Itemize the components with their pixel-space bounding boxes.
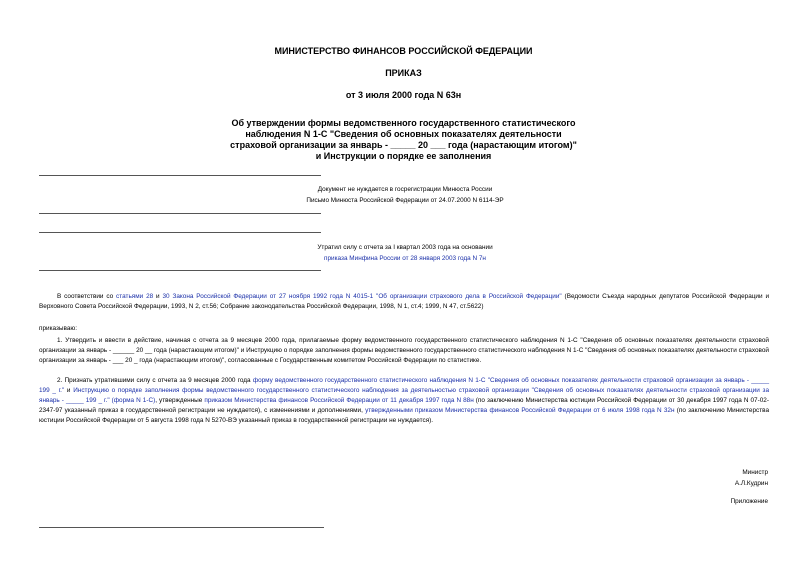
order-item-1: 1. Утвердить и ввести в действие, начиная с отчета за 9 месяцев 2000 года, прилагаемые форму ведомственного государственного статистического наблюдения N 1-С "Сведения об основных показателях деятельности страховой организации за январь - ______ 20 __ года (нарастающим итогом)" и Инструкцию о порядке заполнения формы ведомственного государственного статистического наблюдения N 1-С "Сведения об основных показателях деятельности страховой организации за январь - ___ 20 _ года (нарастающим итогом)", согласованные с Государственным комитетом Российской Федерации по статистике. [39,337,769,364]
order-word: приказываю: [39,325,77,332]
order-item-2 [39,376,769,426]
divider [39,175,321,176]
item2-text: (по заключению Министерства юстиции Российской Федерации от 5 августа 1998 года N 5270-ВЭ указанный приказ в государственной регистрации не нуждается). [39,407,769,424]
divider [39,270,321,271]
order-32n-link[interactable]: утвержденными приказом Министерства финансов Российской Федерации от 6 июля 1998 года N 32н [365,407,675,414]
preamble-text: (Ведомости Съезда народных депутатов Российской Федерации и Верховного Совета Российской Федерации, 1993, N 2, ст.56; Собрание законодательства Российской Федерации, 1998, N 1, ст.4; 1999, N 47, ст.5622) [39,293,770,310]
doc-type-heading: ПРИКАЗ [385,68,422,78]
registration-note [240,184,570,206]
no-registration-text: Документ не нуждается в госрегистрации Минюста России [317,186,493,193]
order-88n-link[interactable]: приказом Министерства финансов Российской Федерации от 11 декабря 1997 года N 88н [204,397,474,404]
void-note [240,242,570,264]
title-line: и Инструкции о порядке ее заполнения [315,151,492,161]
ministry-heading: МИНИСТЕРСТВО ФИНАНСОВ РОССИЙСКОЙ ФЕДЕРАЦИИ [274,46,533,56]
old-form-1c-link[interactable]: форму ведомственного государственного статистического наблюдения N 1-С "Сведения об основных показателях деятельности страховой организации за январь - _____ 199 _ г." [39,377,770,394]
signature-block [731,467,768,507]
signer-name: А.Л.Кудрин [734,480,768,487]
item2-text: , утвержденные [155,397,205,404]
signer-position: Министр [742,469,768,476]
void-text: Утратил силу с отчета за I квартал 2003 года на основании [317,244,493,251]
minjust-letter-text: Письмо Минюста Российской Федерации от 24.07.2000 N 6114-ЭР [306,197,504,204]
item2-text: (по заключению Министерства юстиции Российской Федерации от 30 декабря 1997 года N 07-02-2347-97 указанный приказ в государственной регистрации не нуждается), с изменениями и дополнениями, [39,397,769,414]
divider [39,213,321,214]
divider [39,527,324,528]
preamble-text: В соответствии со [57,293,117,300]
attachment-label: Приложение [730,498,768,505]
divider [39,232,321,233]
item2-text: 2. Признать утратившими силу с отчета за 9 месяцев 2000 года [57,377,253,384]
date-number-heading: от 3 июля 2000 года N 63н [345,90,462,100]
item2-text: и [64,387,74,394]
old-instruction-link[interactable]: Инструкцию о порядке заполнения формы ведомственного государственного статистического наблюдения за деятельностью страховой организации "Сведения об основных показателях деятельности страховой организации за январь - _____ 199 _ г." (форма N 1-С) [39,387,770,404]
title-line: Об утверждении формы ведомственного государственного статистического [231,118,576,128]
title-line: страховой организации за январь - _____ 20 ___ года (нарастающим итогом)" [230,140,577,150]
preamble-text: и [153,293,163,300]
preamble-paragraph [39,292,769,312]
law-article-28-link[interactable]: статьями 28 [116,293,154,300]
void-order-link[interactable]: приказа Минфина России от 28 января 2003 года N 7н [324,255,486,262]
title-line: наблюдения N 1-С "Сведения об основных показателях деятельности [245,129,562,139]
law-4015-1-link[interactable]: 30 Закона Российской Федерации от 27 ноября 1992 года N 4015-1 "Об организации страхового дела в Российской Федерации" [162,293,562,300]
